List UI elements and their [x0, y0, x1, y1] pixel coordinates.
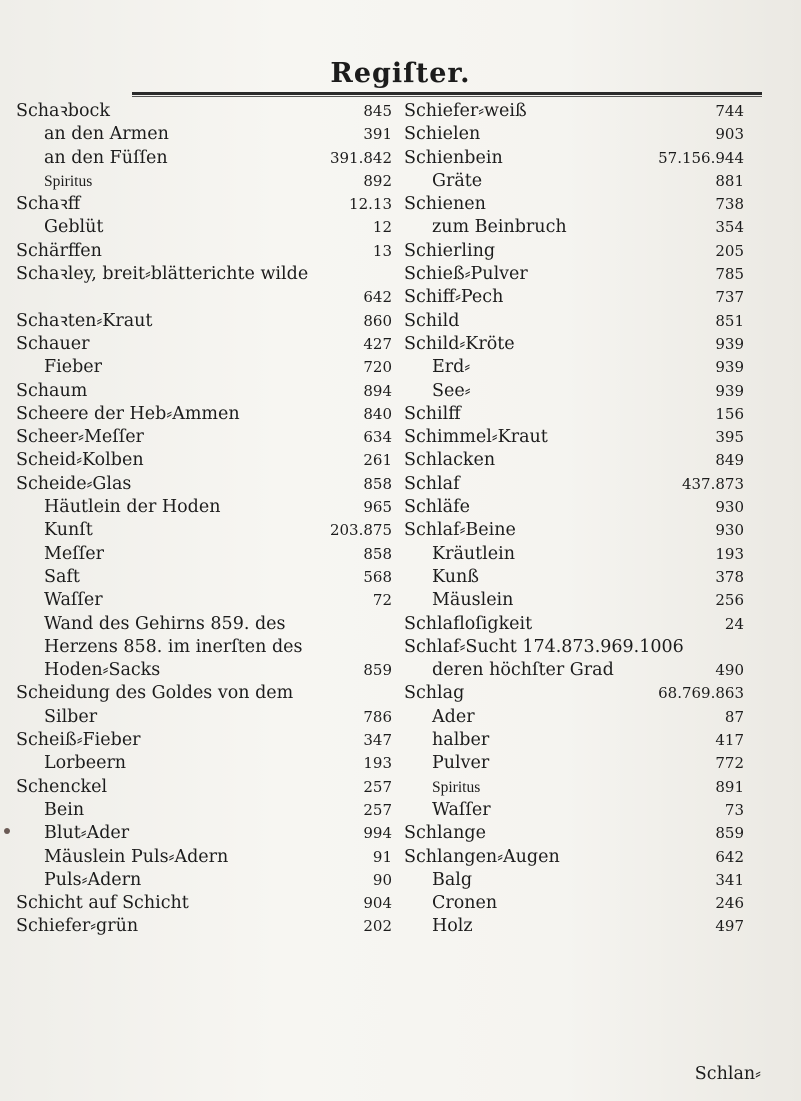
index-entry [404, 589, 744, 612]
index-entry [404, 519, 744, 542]
entry-page-number: 744 [715, 102, 744, 120]
right-column [404, 100, 744, 939]
index-entry [16, 216, 392, 239]
entry-page-number: 634 [363, 428, 392, 447]
entry-term: Schlafloſigkeit [404, 613, 533, 634]
entry-page-number: 13 [372, 241, 392, 260]
entry-page-number: 881 [715, 171, 744, 190]
index-entry [404, 706, 744, 729]
entry-page-number: 939 [715, 334, 744, 353]
entry-term: Bein [44, 799, 85, 820]
entry-page-number: 994 [363, 824, 392, 843]
entry-page-number: 845 [363, 102, 392, 120]
index-entry [404, 659, 744, 682]
index-entry [404, 100, 744, 123]
entry-term: an den Armen [44, 124, 169, 145]
entry-page-number: 939 [715, 358, 744, 377]
index-entry [404, 636, 744, 659]
entry-page-number: 497 [715, 917, 744, 936]
entry-term: Schieß⸗Pulver [404, 264, 528, 285]
entry-page-number: 246 [715, 894, 744, 913]
index-entry [404, 356, 744, 379]
entry-term: Schienbein [404, 147, 503, 168]
index-entry [404, 170, 744, 193]
left-column [16, 100, 392, 939]
index-entry [16, 869, 392, 892]
index-entry [16, 776, 392, 799]
index-entry [16, 123, 392, 146]
entry-term: Schielen [404, 124, 481, 145]
entry-page-number: 72 [372, 591, 392, 610]
index-entry [16, 147, 392, 170]
entry-page-number: 860 [363, 311, 392, 330]
index-entry [16, 170, 392, 193]
index-entry [16, 846, 392, 869]
entry-page-number: 642 [715, 847, 744, 866]
entry-term: Spiritus [44, 172, 93, 190]
entry-page-number: 256 [715, 591, 744, 610]
header-rule-thin [132, 96, 762, 97]
entry-page-number: 786 [363, 707, 392, 726]
entry-term: Spiritus [432, 778, 481, 796]
entry-term: Schild⸗Kröte [404, 333, 515, 354]
index-entry [404, 310, 744, 333]
index-entry [404, 333, 744, 356]
entry-page-number: 12.13 [349, 195, 392, 214]
index-entry [404, 729, 744, 752]
index-entry [404, 543, 744, 566]
index-entry [16, 193, 392, 216]
entry-page-number: 417 [715, 731, 744, 750]
entry-term: Waſſer [44, 590, 103, 611]
index-entry [404, 449, 744, 472]
index-entry [404, 473, 744, 496]
index-entry [404, 263, 744, 286]
entry-term: Schlange [404, 823, 486, 844]
entry-term: Scheere der Heb⸗Ammen [16, 403, 240, 424]
index-entry [16, 426, 392, 449]
index-entry [16, 589, 392, 612]
entry-term: Mäuslein [432, 590, 514, 611]
index-entry [16, 799, 392, 822]
entry-term: Pulver [432, 753, 490, 774]
entry-page-number: 73 [724, 800, 744, 819]
index-entry [16, 752, 392, 775]
index-entry [16, 706, 392, 729]
entry-page-number: 261 [363, 451, 392, 470]
entry-page-number: 90 [372, 870, 392, 889]
entry-term: Schiefer⸗grün [16, 916, 139, 937]
index-entry [16, 100, 392, 123]
index-entry [404, 566, 744, 589]
index-entry [16, 263, 392, 286]
entry-term: Schild [404, 310, 460, 331]
entry-term: Schlacken [404, 450, 496, 471]
entry-term: Kunß [432, 566, 479, 587]
entry-page-number: 24 [724, 614, 744, 633]
index-entry [404, 776, 744, 799]
entry-page-number: 939 [715, 381, 744, 400]
entry-page-number: 490 [715, 661, 744, 680]
page-title: Regiſter. [330, 58, 471, 89]
entry-term: Waſſer [432, 799, 491, 820]
index-entry [404, 193, 744, 216]
entry-page-number: 202 [363, 917, 392, 936]
entry-page-number: 930 [715, 521, 744, 540]
index-entry [16, 519, 392, 542]
entry-page-number: 341 [715, 870, 744, 889]
entry-term: Schlangen⸗Augen [404, 846, 560, 867]
entry-page-number: 785 [715, 265, 744, 284]
entry-term: Gräte [432, 170, 483, 191]
entry-page-number: 851 [715, 311, 744, 330]
entry-page-number: 840 [363, 404, 392, 423]
entry-page-number: 858 [363, 544, 392, 563]
entry-page-number: 391.842 [329, 148, 392, 167]
entry-page-number: 193 [363, 754, 392, 773]
entry-page-number: 894 [363, 381, 392, 400]
entry-term: halber [432, 730, 490, 751]
entry-page-number: 68.769.863 [658, 684, 744, 703]
entry-page-number: 395 [715, 428, 744, 447]
index-entry [404, 147, 744, 170]
entry-page-number: 378 [715, 567, 744, 586]
entry-term: Schiefer⸗weiß [404, 101, 527, 121]
index-entry [404, 286, 744, 309]
entry-page-number: 91 [372, 847, 392, 866]
entry-term: Schicht auf Schicht [16, 893, 189, 914]
entry-term: Schenckel [16, 776, 108, 797]
entry-page-number: 904 [363, 894, 392, 913]
index-entry [16, 659, 392, 682]
index-entry [404, 892, 744, 915]
index-entry [16, 636, 392, 659]
entry-term: Schimmel⸗Kraut [404, 427, 548, 448]
entry-term: Schiff⸗Pech [404, 287, 504, 308]
entry-term: Schienen [404, 194, 486, 215]
entry-term: zum Beinbruch [432, 217, 567, 238]
entry-page-number: 772 [715, 754, 744, 773]
entry-page-number: 859 [715, 824, 744, 843]
index-entry [404, 869, 744, 892]
index-entry [404, 613, 744, 636]
entry-term: Geblüt [44, 217, 104, 238]
index-entry [16, 310, 392, 333]
entry-term: Cronen [432, 893, 498, 914]
entry-term: Holz [432, 916, 473, 937]
ink-speck [4, 828, 10, 834]
index-entry [16, 240, 392, 263]
entry-term: Scheer⸗Meſſer [16, 427, 144, 448]
index-entry [404, 799, 744, 822]
entry-page-number: 849 [715, 451, 744, 470]
entry-page-number: 347 [363, 731, 392, 750]
index-entry [16, 915, 392, 938]
entry-term: Schlag [404, 683, 465, 704]
entry-page-number: 427 [363, 334, 392, 353]
index-entry [16, 333, 392, 356]
entry-page-number: 568 [363, 567, 392, 586]
entry-term: Schilff [404, 403, 461, 424]
index-entry [404, 915, 744, 938]
index-entry [404, 216, 744, 239]
entry-term: Schaꝛley, breit⸗blätterichte wilde [16, 264, 309, 285]
index-entry [404, 403, 744, 426]
entry-page-number: 257 [363, 800, 392, 819]
entry-page-number: 642 [363, 288, 392, 307]
index-entry [16, 403, 392, 426]
entry-page-number: 57.156.944 [658, 148, 744, 167]
header-rule [132, 92, 762, 95]
index-entry [404, 240, 744, 263]
entry-term: Blut⸗Ader [44, 823, 130, 844]
index-entry [404, 846, 744, 869]
entry-page-number: 930 [715, 498, 744, 517]
index-entry [16, 473, 392, 496]
entry-term: Balg [432, 869, 473, 890]
entry-page-number: 437.873 [681, 474, 744, 493]
entry-page-number: 391 [363, 125, 392, 144]
entry-term: Schaum [16, 380, 88, 401]
index-entry [16, 449, 392, 472]
entry-page-number: 205 [715, 241, 744, 260]
index-entry [16, 822, 392, 845]
entry-term: Schaꝛbock [16, 101, 110, 121]
entry-term: Schaꝛten⸗Kraut [16, 310, 153, 331]
entry-term: Herzens 858. im inerſten des [44, 636, 303, 657]
entry-term: Schärffen [16, 240, 102, 261]
entry-page-number: 903 [715, 125, 744, 144]
entry-term: Schlaf⸗Beine [404, 520, 516, 541]
entry-term: Schaꝛff [16, 194, 81, 215]
entry-term: Mäuslein Puls⸗Adern [44, 846, 229, 867]
entry-term: Ader [432, 706, 475, 727]
entry-page-number: 12 [372, 218, 392, 237]
index-entry [16, 543, 392, 566]
entry-term: Schläfe [404, 497, 470, 518]
entry-page-number: 858 [363, 474, 392, 493]
entry-page-number: 737 [715, 288, 744, 307]
entry-page-number: 354 [715, 218, 744, 237]
entry-term: Schierling [404, 240, 496, 261]
index-entry [16, 892, 392, 915]
entry-term: See⸗ [432, 380, 471, 401]
entry-page-number: 156 [715, 404, 744, 423]
entry-term: deren höchſter Grad [432, 660, 614, 681]
entry-page-number: 738 [715, 195, 744, 214]
index-entry [16, 380, 392, 403]
entry-page-number: 859 [363, 661, 392, 680]
entry-page-number: 892 [363, 171, 392, 190]
entry-page-number: 203.875 [329, 521, 392, 540]
entry-page-number: 87 [724, 707, 744, 726]
index-entry [404, 123, 744, 146]
entry-page-number: 193 [715, 544, 744, 563]
entry-term: Schlaf⸗Sucht 174.873.969.1006 [404, 636, 684, 657]
entry-term: Erd⸗ [432, 357, 471, 378]
index-entry [16, 496, 392, 519]
entry-term: Häutlein der Hoden [44, 497, 221, 518]
entry-term: Schauer [16, 333, 90, 354]
entry-page-number: 965 [363, 498, 392, 517]
index-entry [404, 496, 744, 519]
index-entry [404, 426, 744, 449]
entry-page-number: 257 [363, 777, 392, 796]
index-entry [404, 380, 744, 403]
entry-term: Saft [44, 566, 80, 587]
entry-term: an den Füſſen [44, 147, 168, 168]
entry-term: Kunſt [44, 520, 93, 541]
index-entry [404, 682, 744, 705]
entry-term: Scheiß⸗Fieber [16, 730, 141, 751]
entry-term: Meſſer [44, 543, 104, 564]
entry-term: Silber [44, 706, 98, 727]
index-entry [16, 729, 392, 752]
entry-page-number: 720 [363, 358, 392, 377]
index-entry [404, 822, 744, 845]
index-entry [16, 682, 392, 705]
entry-term: Hoden⸗Sacks [44, 660, 161, 681]
index-entry [16, 613, 392, 636]
entry-term: Scheide⸗Glas [16, 473, 132, 494]
entry-term: Schlaf [404, 473, 460, 494]
entry-term: Scheid⸗Kolben [16, 450, 144, 471]
entry-term: Scheidung des Goldes von dem [16, 683, 294, 704]
index-entry [16, 566, 392, 589]
index-entry [16, 356, 392, 379]
index-entry [404, 752, 744, 775]
entry-term: Lorbeern [44, 753, 127, 774]
entry-term: Kräutlein [432, 543, 515, 564]
entry-term: Puls⸗Adern [44, 869, 142, 890]
entry-page-number: 891 [715, 777, 744, 796]
entry-term: Fieber [44, 357, 103, 378]
index-entry [16, 286, 392, 309]
catchword: Schlan⸗ [694, 1064, 761, 1084]
entry-term: Wand des Gehirns 859. des [44, 613, 286, 634]
